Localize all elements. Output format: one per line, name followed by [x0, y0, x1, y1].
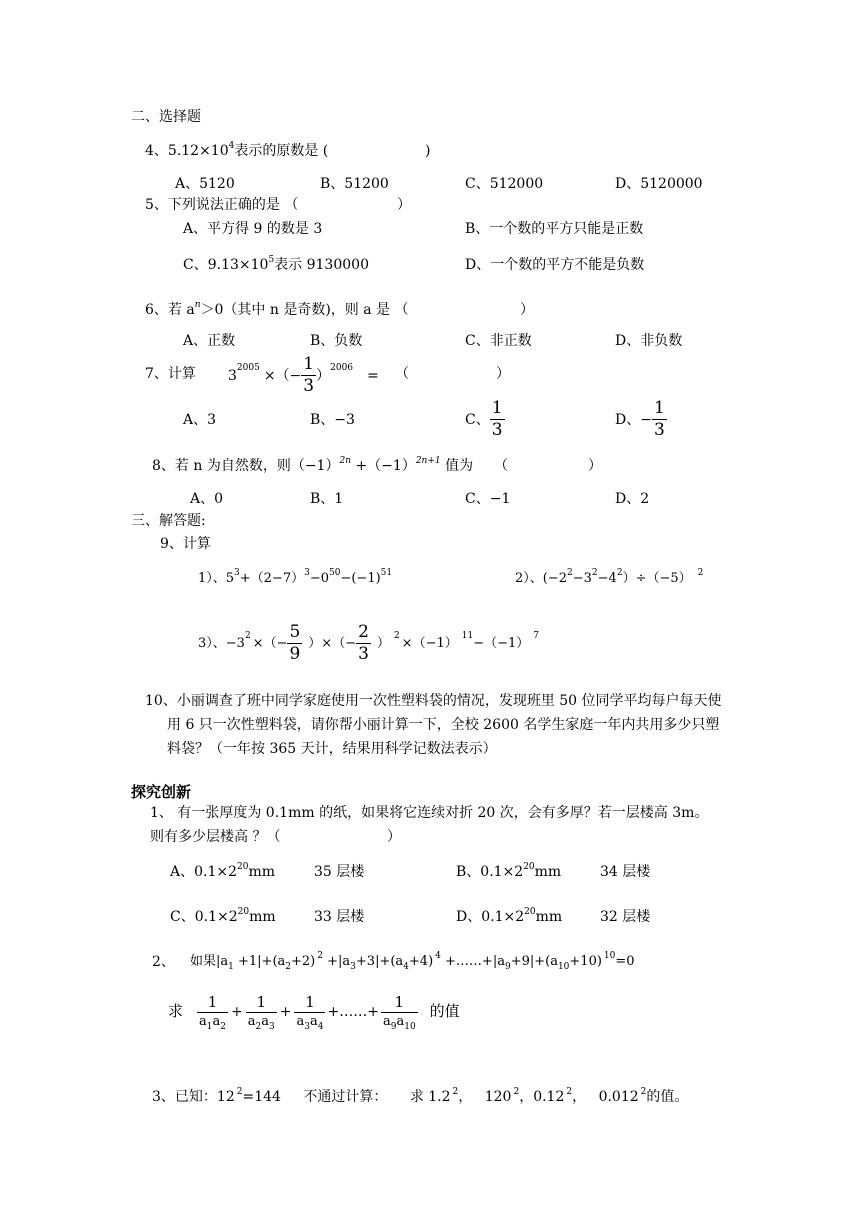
- q8-close: ）: [588, 458, 602, 474]
- e2-f4-a: a: [382, 1014, 391, 1029]
- e1-c-unit: mm: [249, 909, 276, 925]
- e2-f4-s2: 10: [404, 1022, 416, 1032]
- q7-exp1: 2005: [236, 363, 260, 373]
- question-10: [145, 689, 733, 761]
- q7-c-den: 3: [491, 420, 503, 440]
- e3-b: =144: [242, 1089, 281, 1105]
- e2-frac-2: [246, 993, 277, 1032]
- q9-p3-e1: 2: [244, 631, 251, 641]
- q7-eq: =: [367, 367, 379, 384]
- q9-p2-e3: 2: [616, 568, 623, 578]
- q4-lead: 4、5.12×10: [145, 143, 229, 159]
- q8-option-a: A、0: [190, 491, 224, 507]
- e2-f1-b: a: [212, 1014, 221, 1029]
- q7-option-b: B、−3: [310, 412, 355, 428]
- explore-q1-option-b-floors: 34 层楼: [600, 864, 651, 880]
- e2-f4-b: a: [396, 1014, 405, 1029]
- question-5: 5、下列说法正确的是 （: [145, 197, 299, 213]
- q9-p2-b: −3: [572, 571, 592, 586]
- q7-rp: ）: [316, 367, 331, 384]
- e2-frac-2-den: [246, 1012, 277, 1032]
- q9-p3-a: 3）、−3: [198, 636, 245, 651]
- q7-fraction: [301, 356, 316, 395]
- q9-p3-e: ×（−1）: [401, 636, 458, 651]
- e2-frac-3: [294, 993, 325, 1032]
- q7-paren: （: [395, 366, 409, 382]
- q9-p3-den-2: 3: [358, 644, 369, 664]
- e2-h: +9|+(a: [510, 954, 558, 969]
- q9-p3-den-1: 9: [289, 644, 301, 664]
- q9-part-3: [198, 624, 539, 663]
- explore-q1-option-d-floors: 32 层楼: [600, 909, 651, 925]
- e3-e2: 2: [513, 1087, 520, 1097]
- q8-option-b: B、1: [310, 491, 344, 507]
- e1-b-unit: mm: [534, 864, 562, 880]
- e1-d-lead: D、0.1×2: [456, 909, 525, 925]
- q9-p3-d: ）: [376, 636, 390, 651]
- q6-close: ）: [520, 302, 534, 318]
- e1-b-lead: B、0.1×2: [456, 864, 524, 880]
- e3-e1: 2: [452, 1087, 459, 1097]
- q9-p3-fraction-1: [287, 624, 302, 663]
- e2-c: +2): [291, 954, 316, 969]
- e2-frac-4-num: 1: [394, 993, 405, 1011]
- q6-option-d: D、非负数: [615, 333, 683, 349]
- q9-p2-a: 2）、(−2: [515, 571, 568, 586]
- e2-frac-1-den: [197, 1012, 228, 1032]
- q6-lead: 6、若 a: [145, 302, 195, 318]
- q7-expression: [228, 356, 379, 395]
- q5-c-lead: C、9.13×10: [183, 257, 269, 273]
- q7-base: 3: [228, 367, 237, 384]
- q8-lead: 8、若 n 为自然数，则（−1）: [152, 458, 340, 474]
- e2-s1: 1: [228, 962, 234, 972]
- e2-frac-3-num: 1: [305, 993, 315, 1011]
- question-9-label: 9、计算: [160, 536, 211, 552]
- e2-g: +……+|a: [445, 954, 505, 969]
- e2-f3-s1: 3: [304, 1022, 310, 1032]
- e2-f3-a: a: [296, 1014, 305, 1029]
- q5-close: ）: [397, 197, 411, 213]
- e2-dots: +……+: [327, 1003, 379, 1020]
- q5-c-tail: 表示 9130000: [274, 257, 369, 273]
- e2-f2-a: a: [247, 1014, 256, 1029]
- e3-e: 2: [236, 1087, 243, 1097]
- e2-f1-s2: 2: [220, 1022, 227, 1032]
- q4-option-d: D、5120000: [615, 176, 703, 192]
- q9-part-2: [515, 568, 704, 586]
- q4-option-a: A、5120: [175, 176, 235, 192]
- q6-option-c: C、非正数: [465, 333, 532, 349]
- q9-p3-e3: 11: [461, 631, 474, 641]
- explore-q1-option-b: [456, 862, 562, 880]
- e1-c-lead: C、0.1×2: [170, 909, 238, 925]
- q9-p2-c: −4: [597, 571, 617, 586]
- q4-exp: 4: [228, 141, 235, 151]
- e2-f2-s1: 2: [255, 1022, 262, 1032]
- e3-tail: 的值。: [646, 1089, 689, 1105]
- e2-x10: 10: [603, 951, 616, 961]
- q9-p3-b: ×（−: [252, 636, 288, 651]
- section-choice-title: 二、选择题: [131, 109, 201, 125]
- e3-e4: 2: [640, 1087, 647, 1097]
- q9-p1-e2: 3: [304, 568, 310, 578]
- q8-paren: （: [494, 458, 508, 474]
- q7-mid: ×（−: [263, 367, 302, 384]
- q9-p1-e3: 50: [329, 568, 341, 578]
- q9-p2-e4: 2: [697, 568, 704, 578]
- explore-q1-option-a: [170, 862, 276, 880]
- q9-p2-e1: 2: [567, 568, 573, 578]
- q9-p2-e2: 2: [591, 568, 598, 578]
- q9-p1-c: −0: [309, 571, 330, 586]
- e2-a: 如果|a: [190, 954, 229, 969]
- e2-f2-b: a: [261, 1014, 270, 1029]
- q6-tail: ＞0（其中 n 是奇数)，则 a 是 （: [200, 302, 409, 318]
- e2-s9: 9: [504, 962, 511, 972]
- e2-s2: 2: [285, 962, 292, 972]
- question-6: [145, 300, 409, 318]
- q9-p3-e2: 2: [393, 631, 400, 641]
- explore-q1-option-c: [170, 907, 276, 925]
- q7-d-label: D、−: [615, 411, 652, 428]
- q8-exp2: 2n+1: [415, 456, 441, 466]
- q9-p1-d: −(−1): [340, 571, 381, 586]
- section-answer-title: 三、解答题:: [131, 513, 206, 529]
- q4-option-c: C、512000: [465, 176, 544, 192]
- q9-p3-num-2: 2: [358, 622, 369, 642]
- e2-f1-s1: 1: [206, 1022, 213, 1032]
- e1-a-exp: 20: [237, 862, 249, 872]
- q9-p2-d: ）÷（−5）: [622, 571, 692, 586]
- q5-option-a: A、平方得 9 的数是 3: [183, 221, 323, 237]
- e3-v4: 0.012: [598, 1089, 639, 1105]
- q9-p3-num-1: 5: [289, 622, 301, 642]
- question-8: [152, 456, 474, 474]
- q9-p3-fraction-2: [356, 624, 371, 663]
- e2-s10: 10: [557, 962, 570, 972]
- e2-i: +10): [569, 954, 602, 969]
- e1-b-exp: 20: [523, 862, 535, 872]
- e3-c3: ，: [572, 1089, 587, 1105]
- explore-q3: [152, 1087, 689, 1105]
- q5-option-b: B、一个数的平方只能是正数: [465, 221, 644, 237]
- q9-p1-b: +（2−7）: [239, 571, 305, 586]
- q5-option-c: [183, 255, 369, 273]
- explore-q1-line-2: 则有多少层楼高 ？（: [150, 829, 281, 845]
- q4-tail: 表示的原数是 (: [234, 143, 329, 159]
- q7-c-fraction: [490, 400, 505, 439]
- e2-s3: 3: [350, 962, 356, 972]
- q9-p3-e4: 7: [533, 631, 539, 641]
- q7-option-c: [465, 400, 505, 439]
- q8-exp1: 2n: [339, 456, 351, 466]
- explore-q1-option-a-floors: 35 层楼: [314, 864, 365, 880]
- e2-f3-b: a: [309, 1014, 318, 1029]
- q8-option-d: D、2: [615, 491, 650, 507]
- e2-f2-s2: 3: [269, 1022, 275, 1032]
- q7-c-num: 1: [491, 398, 503, 418]
- explore-q2-condition: [190, 951, 635, 972]
- q7-exp2: 2006: [330, 363, 354, 373]
- explore-section-title: 探究创新: [131, 783, 192, 801]
- e3-c1: ，: [458, 1089, 473, 1105]
- q6-option-b: B、负数: [310, 333, 363, 349]
- q7-den: 3: [303, 376, 315, 396]
- explore-q1-close: ）: [387, 829, 401, 845]
- q6-option-a: A、正数: [183, 333, 236, 349]
- e2-s4: 4: [403, 962, 409, 972]
- e2-tail: 的值: [429, 1002, 460, 1020]
- q8-tail: 值为: [445, 458, 474, 474]
- e2-frac-3-den: [294, 1012, 325, 1032]
- e1-d-exp: 20: [524, 907, 536, 917]
- e2-e: +3|+(a: [355, 954, 404, 969]
- q7-close: ）: [496, 366, 510, 382]
- e2-frac-2-num: 1: [256, 993, 267, 1011]
- q5-option-d: D、一个数的平方不能是负数: [465, 257, 645, 273]
- question-7-label: 7、计算: [145, 366, 196, 382]
- e2-f3-s2: 4: [317, 1022, 324, 1032]
- e1-a-unit: mm: [248, 864, 276, 880]
- q7-option-d: [615, 400, 667, 439]
- e3-ask: 求 1.2: [409, 1089, 451, 1105]
- e2-f: +4): [408, 954, 434, 969]
- q7-c-label: C、: [465, 411, 490, 428]
- e2-frac-1-num: 1: [207, 993, 218, 1011]
- q9-p3-c: ）×（−: [308, 636, 357, 651]
- e3-lead: 3、已知：12: [152, 1089, 235, 1105]
- q5-c-exp: 5: [268, 255, 275, 265]
- explore-q1-option-d: [456, 907, 563, 925]
- q10-text: 10、小丽调查了班中同学家庭使用一次性塑料袋的情况，发现班里 50 位同学平均每户每天使用 6 只一次性塑料袋，请你帮小丽计算一下，全校 2600 名学生家庭一年内共用多少只塑料袋？（一年按 365 天计，结果用科学记数法表示）: [145, 693, 722, 757]
- q8-mid: +（−1）: [355, 458, 416, 474]
- e2-frac-4-den: [381, 1012, 418, 1032]
- e1-a-lead: A、0.1×2: [170, 864, 238, 880]
- e2-frac-4: [381, 993, 418, 1032]
- e2-x2: 2: [317, 951, 323, 961]
- e2-d: +|a: [327, 954, 351, 969]
- e3-mid: 不通过计算：: [303, 1089, 388, 1105]
- q6-exp: n: [194, 300, 201, 310]
- q7-num: 1: [303, 354, 315, 374]
- e2-x4: 4: [435, 951, 441, 961]
- q7-option-a: A、3: [183, 412, 217, 428]
- e2-b: +1|+(a: [238, 954, 286, 969]
- q4-close: ): [425, 143, 431, 159]
- e2-f4-s1: 9: [390, 1022, 397, 1032]
- q7-d-num: 1: [653, 398, 665, 418]
- e2-frac-1: [197, 993, 228, 1032]
- q9-p1-a: 1）、5: [198, 571, 235, 586]
- e2-ask: 求: [168, 1002, 184, 1020]
- explore-q2-label: 2、: [152, 954, 175, 970]
- e3-c2: ，0.12: [519, 1089, 565, 1105]
- e1-c-exp: 20: [237, 907, 250, 917]
- q7-d-fraction: [652, 400, 667, 439]
- q9-p3-f: −（−1）: [473, 636, 530, 651]
- q9-p1-e4: 51: [380, 568, 393, 578]
- e2-plus-1: +: [231, 1003, 243, 1020]
- explore-q2-sum: [168, 993, 460, 1032]
- q9-part-1: [198, 568, 393, 586]
- explore-q1-line-1: 1、 有一张厚度为 0.1mm 的纸，如果将它连续对折 20 次，会有多厚？若一层楼高 3m。: [150, 805, 709, 821]
- e2-f1-a: a: [199, 1014, 207, 1029]
- q8-option-c: C、−1: [465, 491, 511, 507]
- e3-e3: 2: [566, 1087, 573, 1097]
- q4-option-b: B、51200: [320, 176, 389, 192]
- e3-v2: 120: [484, 1089, 512, 1105]
- e2-plus-2: +: [279, 1003, 292, 1020]
- e2-j: =0: [615, 954, 635, 969]
- explore-q1-option-c-floors: 33 层楼: [314, 909, 365, 925]
- q9-p1-e1: 3: [234, 568, 240, 578]
- question-4: [145, 141, 329, 159]
- e1-d-unit: mm: [535, 909, 563, 925]
- q7-d-den: 3: [653, 420, 665, 440]
